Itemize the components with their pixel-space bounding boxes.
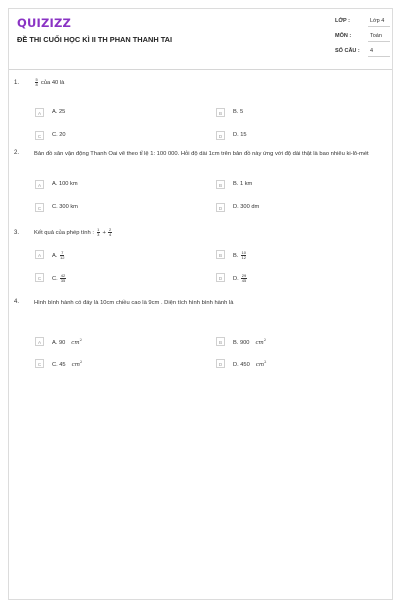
option-prefix: C. [52, 276, 58, 282]
option-letter-box: C [35, 273, 44, 282]
unit-text: cm [255, 361, 265, 368]
worksheet-title: ĐỀ THI CUỐI HỌC KÌ II TH PHAN THANH TAI [17, 35, 173, 44]
unit-text: cm [71, 339, 80, 346]
option-label: D. 300 dm [233, 204, 260, 210]
unit-exponent: 2 [79, 338, 82, 342]
operator-plus: + [102, 230, 106, 237]
option-letter-box: C [35, 203, 44, 212]
quizizz-logo: QUIZIZZ [17, 16, 72, 30]
fraction-denominator: 45 [241, 278, 247, 283]
question-text: Hình bình hành có đáy là 10cm chiều cao là 9cm . Diện tích hình bình hành là [34, 300, 234, 306]
fraction [241, 274, 246, 283]
option-letter-box: B [216, 337, 225, 346]
fraction-denominator: 12 [59, 255, 65, 260]
option-letter-box: C [35, 359, 44, 368]
unit-exponent: 2 [263, 338, 267, 342]
option-label [233, 360, 266, 368]
question-text [34, 78, 389, 88]
fraction [97, 228, 100, 237]
fraction [60, 274, 65, 283]
option-letter-box: D [216, 131, 225, 140]
option-letter-box: D [216, 203, 225, 212]
option-prefix: B. [233, 253, 239, 259]
question-text-body: Kết quả của phép tính : [34, 230, 94, 237]
fraction-numerator: 42 [60, 273, 66, 278]
fraction-numerator: 1 [97, 227, 100, 232]
meta-subject-underline [368, 41, 390, 42]
option-letter-box: A [35, 108, 44, 117]
option-label [52, 360, 82, 368]
question-number: 2. [14, 150, 20, 156]
option-label [52, 338, 82, 346]
option-letter-box: D [216, 359, 225, 368]
meta-class-label: LỚP : [335, 18, 350, 24]
fraction-denominator: 35 [60, 278, 66, 283]
worksheet [8, 8, 393, 600]
fraction-numerator: 10 [241, 250, 246, 255]
option-label: D. 15 [233, 132, 247, 138]
fraction [60, 251, 64, 260]
question-text-body: của 40 là [40, 80, 65, 87]
option-letter-box: B [216, 108, 225, 117]
worksheet-header [9, 9, 392, 70]
unit-text: cm [255, 339, 264, 346]
fraction [108, 228, 111, 237]
unit-label [255, 340, 266, 346]
option-label [233, 338, 266, 346]
option-label: C. 300 km [52, 204, 78, 210]
fraction-denominator: 12 [241, 255, 246, 260]
unit-exponent: 2 [264, 360, 267, 364]
option-label [233, 251, 247, 260]
fraction-numerator: 7 [61, 250, 64, 255]
option-value: C. 45 [52, 361, 66, 368]
fraction-numerator: 2 [108, 227, 112, 232]
question-number: 1. [14, 80, 20, 86]
option-value: A. 90 [52, 339, 66, 346]
option-label: B. 5 [233, 109, 244, 115]
option-letter-box: B [216, 180, 225, 189]
option-label [233, 274, 248, 283]
unit-label [71, 340, 82, 346]
option-label [52, 274, 67, 283]
option-value: B. 900 [233, 339, 250, 346]
meta-class-underline [368, 26, 390, 27]
fraction-denominator: 4 [108, 232, 112, 237]
meta-subject-value: Toán [370, 33, 382, 39]
question-text: Bản đồ sân vận động Thanh Oai vẽ theo tỉ lệ 1: 100 000. Hỏi độ dài 1cm trên bản đồ này ứng với độ dài thật là bao nhiêu ki-lô-mét [34, 151, 369, 157]
option-letter-box: D [216, 273, 225, 282]
option-label: B. 1 km [233, 181, 253, 187]
meta-subject-label: MÔN : [335, 33, 352, 39]
option-letter-box: A [35, 337, 44, 346]
unit-exponent: 2 [79, 360, 83, 364]
unit-label [256, 362, 267, 368]
option-label: A. 25 [52, 109, 66, 115]
unit-text: cm [71, 361, 80, 368]
option-label: C. 20 [52, 132, 66, 138]
fraction-numerator: 5 [35, 77, 38, 82]
unit-label [72, 362, 83, 368]
option-label: A. 100 km [52, 181, 78, 187]
option-letter-box: C [35, 131, 44, 140]
option-prefix: D. [233, 276, 239, 282]
meta-count-value: 4 [370, 48, 374, 54]
option-letter-box: A [35, 180, 44, 189]
option-label [52, 251, 65, 260]
question-number: 3. [14, 230, 20, 236]
option-value: D. 450 [233, 361, 250, 368]
question-text [34, 228, 389, 238]
fraction-numerator: 29 [241, 273, 247, 278]
option-letter-box: A [35, 250, 44, 259]
meta-count-label: SỐ CÂU : [335, 48, 360, 54]
fraction-denominator: 8 [35, 82, 38, 87]
meta-count-underline [368, 56, 390, 57]
question-number: 4. [14, 299, 20, 305]
option-letter-box: B [216, 250, 225, 259]
meta-class-value: Lớp 4 [370, 18, 385, 24]
fraction-denominator: 3 [97, 232, 100, 237]
fraction [35, 78, 38, 87]
option-prefix: A. [52, 253, 58, 259]
fraction [241, 251, 246, 260]
